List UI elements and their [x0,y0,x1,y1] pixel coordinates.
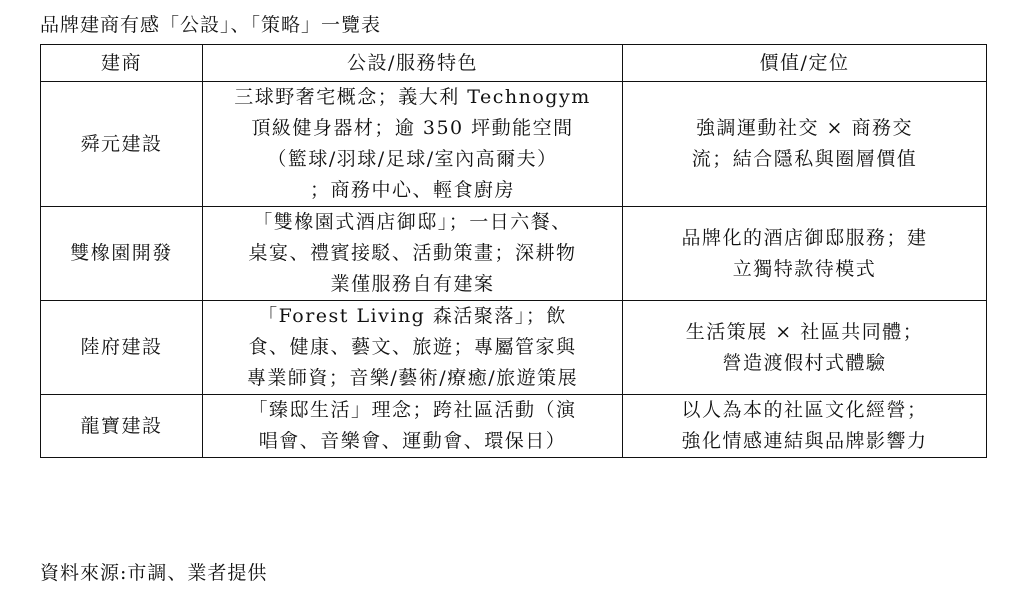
value-cell [623,82,987,207]
features-line: 「雙橡園式酒店御邸」；一日六餐、 [253,211,572,233]
value-line: 以人為本的社區文化經營； [681,399,928,421]
value-line: 營造渡假村式體驗 [722,351,887,374]
features-line: 業僅服務自有建案 [330,273,495,295]
builder-cell: 舜元建設 [41,82,203,207]
features-line: 桌宴、禮賓接駁、活動策畫；深耕物 [248,242,577,264]
source-note: 資料來源:市調、業者提供 [40,562,268,584]
features-line: 「臻邸生活」理念；跨社區活動（演 [248,399,577,421]
header-row [41,45,987,82]
value-line: 強調運動社交 × 商務交 [696,117,913,139]
builder-cell: 雙橡園開發 [41,207,203,301]
features-line: 專業師資；音樂/藝術/療癒/旅遊策展 [246,367,579,389]
features-line: 「Forest Living 森活聚落」；飲 [258,305,567,327]
table-row [41,207,987,301]
features-cell [203,207,623,301]
features-line: 唱會、音樂會、運動會、環保日） [258,430,567,452]
features-cell [203,301,623,395]
header-value: 價值/定位 [623,45,987,82]
header-features: 公設/服務特色 [203,45,623,82]
value-cell [623,301,987,395]
table-row [41,301,987,395]
features-line: 三球野奢宅概念；義大利 Technogym [234,86,591,108]
table-title: 品牌建商有感「公設」、「策略」一覽表 [40,14,382,36]
features-line: ；商務中心、輕食廚房 [309,179,515,201]
value-line: 立獨特款待模式 [732,257,877,280]
builder-cell: 龍寶建設 [41,395,203,458]
value-line: 生活策展 × 社區共同體； [685,320,924,343]
builder-cell: 陸府建設 [41,301,203,395]
features-line: 頂級健身器材；逾 350 坪動能空間 [251,117,574,139]
features-line: 食、健康、藝文、旅遊；專屬管家與 [248,336,577,358]
table-row [41,82,987,207]
features-cell [203,82,623,207]
comparison-table [40,44,987,458]
value-line: 強化情感連結與品牌影響力 [681,430,928,452]
value-line: 流；結合隱私與圈層價值 [691,148,918,170]
table-row [41,395,987,458]
header-builder: 建商 [41,45,203,82]
features-cell [203,395,623,458]
value-cell [623,395,987,458]
features-line: （籃球/羽球/足球/室內高爾夫） [267,148,558,170]
value-line: 品牌化的酒店御邸服務；建 [681,226,928,249]
value-cell [623,207,987,301]
